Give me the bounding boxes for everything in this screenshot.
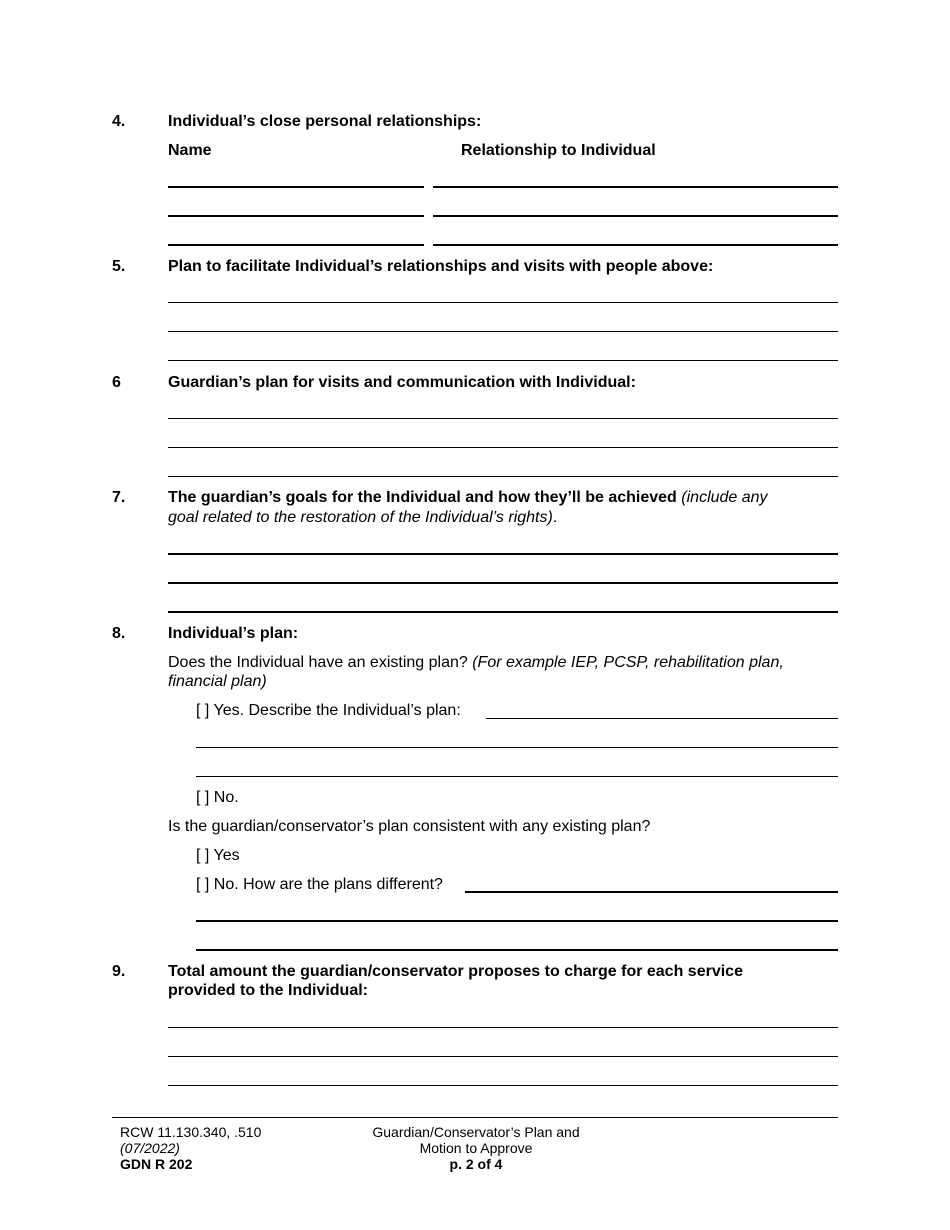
footer-center bbox=[346, 1124, 606, 1172]
section-8-heading: Individual’s plan: bbox=[168, 625, 299, 642]
section-8-number: 8. bbox=[112, 625, 126, 642]
section-5-heading: Plan to facilitate Individual’s relationships and visits with people above: bbox=[168, 258, 714, 275]
section-6-line-2[interactable] bbox=[168, 447, 838, 448]
plan-consistent-no-checkbox[interactable]: [ ] No. How are the plans different? bbox=[196, 876, 443, 893]
plans-different-line-3[interactable] bbox=[196, 949, 838, 951]
section-7-heading-italic-2: goal related to the restoration of the Individual’s rights) bbox=[168, 509, 553, 526]
section-9-line-2[interactable] bbox=[168, 1056, 838, 1057]
section-7-number: 7. bbox=[112, 489, 126, 506]
name-field-2[interactable] bbox=[168, 215, 424, 217]
section-7-heading-italic-1: (include any bbox=[681, 489, 768, 506]
footer-title-2: Motion to Approve bbox=[419, 1140, 533, 1156]
footer-date: (07/2022) bbox=[120, 1140, 180, 1156]
name-field-3[interactable] bbox=[168, 244, 424, 246]
column-header-relationship: Relationship to Individual bbox=[461, 142, 656, 159]
plan-consistent-question: Is the guardian/conservator’s plan consistent with any existing plan? bbox=[168, 818, 651, 835]
column-header-name: Name bbox=[168, 142, 212, 159]
section-5-line-2[interactable] bbox=[168, 331, 838, 332]
footer-title-1: Guardian/Conservator’s Plan and bbox=[372, 1124, 580, 1140]
section-9-heading-2: provided to the Individual: bbox=[168, 982, 368, 999]
section-7-line-3[interactable] bbox=[168, 611, 838, 613]
section-7-heading-end: . bbox=[552, 509, 558, 526]
section-6-number: 6 bbox=[112, 374, 121, 391]
section-5-line-1[interactable] bbox=[168, 302, 838, 303]
existing-plan-examples-1: (For example IEP, PCSP, rehabilitation plan, bbox=[472, 654, 784, 671]
section-4-heading: Individual’s close personal relationships: bbox=[168, 113, 482, 130]
plans-different-line-1[interactable] bbox=[465, 891, 838, 893]
section-6-heading: Guardian’s plan for visits and communication with Individual: bbox=[168, 374, 636, 391]
existing-plan-question-line-1 bbox=[168, 653, 784, 673]
section-4-number: 4. bbox=[112, 113, 126, 130]
section-7-heading-line-2 bbox=[168, 508, 557, 528]
section-7-heading-line-1 bbox=[168, 488, 768, 508]
section-7-line-1[interactable] bbox=[168, 553, 838, 555]
plan-consistent-yes-checkbox[interactable]: [ ] Yes bbox=[196, 847, 240, 864]
footer-form-id: GDN R 202 bbox=[120, 1156, 193, 1172]
existing-plan-question: Does the Individual have an existing plan? bbox=[168, 654, 468, 671]
footer-rcw: RCW 11.130.340, .510 bbox=[120, 1124, 262, 1140]
section-9-line-3[interactable] bbox=[168, 1085, 838, 1086]
existing-plan-examples-2: financial plan) bbox=[168, 673, 267, 690]
name-field-1[interactable] bbox=[168, 186, 424, 188]
relationship-field-3[interactable] bbox=[433, 244, 838, 246]
section-5-number: 5. bbox=[112, 258, 126, 275]
yes-describe-plan-checkbox[interactable]: [ ] Yes. Describe the Individual’s plan: bbox=[196, 702, 461, 719]
footer-left bbox=[120, 1124, 261, 1172]
describe-plan-line-2[interactable] bbox=[196, 747, 838, 748]
section-7-heading-bold: The guardian’s goals for the Individual and how they’ll be achieved bbox=[168, 489, 677, 506]
section-7-line-2[interactable] bbox=[168, 582, 838, 584]
footer-page-number: p. 2 of 4 bbox=[449, 1156, 503, 1172]
no-existing-plan-checkbox[interactable]: [ ] No. bbox=[196, 789, 239, 806]
describe-plan-line-3[interactable] bbox=[196, 776, 838, 777]
section-9-number: 9. bbox=[112, 963, 126, 980]
section-6-line-1[interactable] bbox=[168, 418, 838, 419]
section-9-heading-1: Total amount the guardian/conservator proposes to charge for each service bbox=[168, 963, 743, 980]
relationship-field-1[interactable] bbox=[433, 186, 838, 188]
describe-plan-line-1[interactable] bbox=[486, 718, 838, 719]
plans-different-line-2[interactable] bbox=[196, 920, 838, 922]
section-9-line-1[interactable] bbox=[168, 1027, 838, 1028]
section-5-line-3[interactable] bbox=[168, 360, 838, 361]
footer-divider bbox=[112, 1117, 838, 1118]
section-6-line-3[interactable] bbox=[168, 476, 838, 477]
relationship-field-2[interactable] bbox=[433, 215, 838, 217]
